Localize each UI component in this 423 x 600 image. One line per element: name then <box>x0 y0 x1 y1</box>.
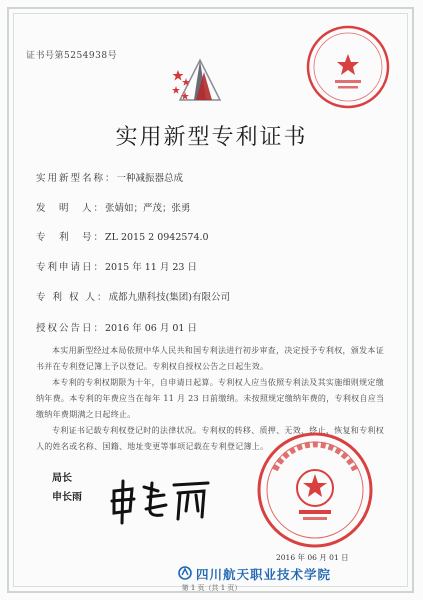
field-grant-date <box>36 320 197 334</box>
field-value: 张婧如；严茂；张勇 <box>105 203 191 214</box>
field-value: 成都九鼎科技(集团)有限公司 <box>108 292 230 303</box>
field-label: 授权公告日： <box>36 323 106 334</box>
field-label: 专 利 权 人： <box>36 292 109 303</box>
field-patent-number <box>36 229 209 243</box>
body-paragraph-3: 专利证书记载专利权登记时的法律状况。专利权的转移、质押、无效、终止、恢复和专利权人的姓名或名称、国籍、地址变更等事项记载在专利登记簿上。 <box>36 426 384 451</box>
field-label: 实用新型名称： <box>36 173 117 184</box>
body-paragraph-1: 本实用新型经过本局依照中华人民共和国专利法进行初步审查，决定授予专利权，颁发本证书并在专利登记簿上予以登记。专利权自授权公告之日起生效。 <box>36 346 384 371</box>
patent-office-emblem-icon <box>170 56 230 104</box>
field-value: 2015 年 11 月 23 日 <box>105 262 197 273</box>
field-label: 专利申请日： <box>36 262 106 273</box>
certificate-number: 证书号第5254938号 <box>26 51 118 61</box>
field-label: 发 明 人： <box>36 203 106 214</box>
field-value: ZL 2015 2 0942574.0 <box>105 232 209 243</box>
field-filing-date <box>36 259 197 273</box>
page-number: 第 1 页（共 1 页） <box>181 584 242 592</box>
field-value: 一种减振器总成 <box>116 173 184 184</box>
field-value: 2016 年 06 月 01 日 <box>105 323 197 334</box>
director-title: 局长 <box>52 473 72 484</box>
director-name: 申长雨 <box>52 492 82 503</box>
field-utility-model-name <box>36 170 183 184</box>
field-patentee <box>36 289 230 303</box>
field-label: 专 利 号： <box>36 232 106 243</box>
top-red-seal-icon <box>305 24 391 110</box>
school-logo-icon <box>178 566 192 580</box>
seal-date: 2016 年 06 月 01 日 <box>276 553 349 562</box>
director-signature-icon <box>108 477 213 527</box>
school-watermark: 四川航天职业技术学院 <box>196 567 332 582</box>
field-inventor <box>36 200 191 214</box>
body-paragraph-2: 本专利的专利权期限为十年，自申请日起算。专利权人应当依照专利法及其实施细则规定缴纳年费。本专利的年费应当在每年 11 月 23 日前缴纳。未按照规定缴纳年费的，专利权自应当缴纳年费期满之日起终止。 <box>36 378 385 419</box>
patent-office-seal-icon <box>255 430 375 550</box>
certificate-title: 实用新型专利证书 <box>115 125 308 150</box>
